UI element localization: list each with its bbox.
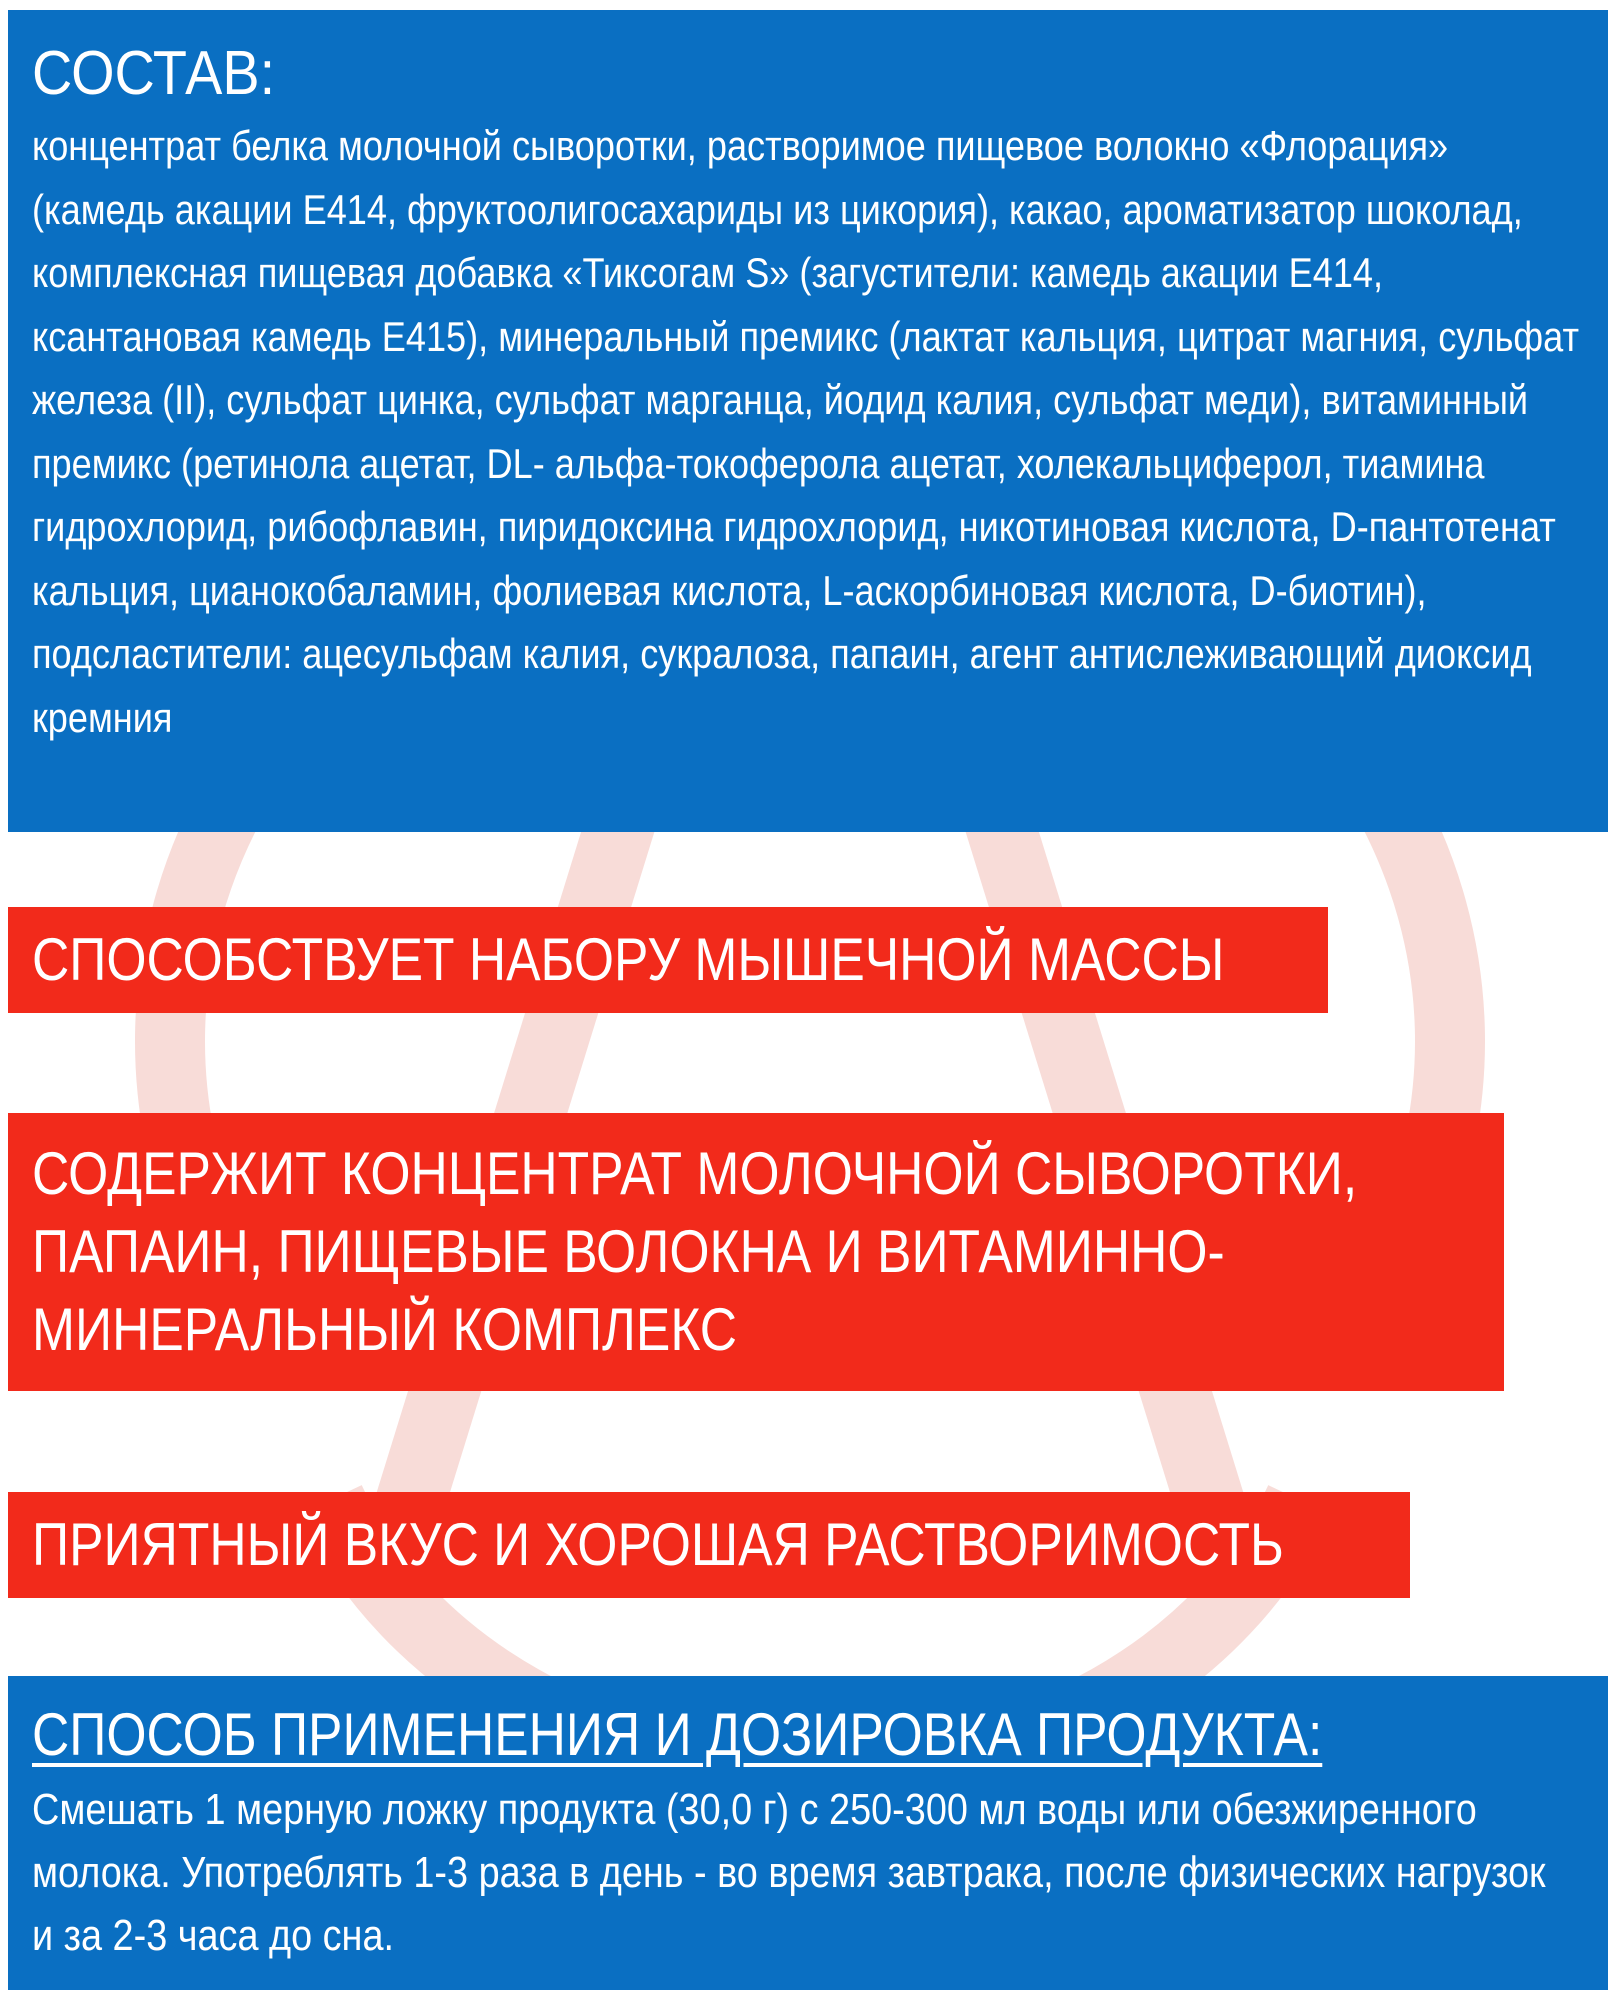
usage-title: СПОСОБ ПРИМЕНЕНИЯ И ДОЗИРОВКА ПРОДУКТА: [32, 1701, 1323, 1768]
feature-banner-taste [8, 1492, 1410, 1598]
usage-text: Смешать 1 мерную ложку продукта (30,0 г) с 250-300 мл воды или обезжиренного молока. Употреблять 1-3 раза в день - во время завтрака, после физических нагрузок и за 2-3 часа до сна. [32, 1785, 1546, 1960]
feature-text: ПРИЯТНЫЙ ВКУС И ХОРОШАЯ РАСТВОРИМОСТЬ [32, 1511, 1284, 1578]
feature-text: СОДЕРЖИТ КОНЦЕНТРАТ МОЛОЧНОЙ СЫВОРОТКИ, ПАПАИН, ПИЩЕВЫЕ ВОЛОКНА И ВИТАМИННО-МИНЕРАЛЬНЫЙ КОМПЛЕКС [32, 1140, 1358, 1363]
feature-banner-muscle [8, 907, 1328, 1013]
composition-section [8, 10, 1608, 832]
composition-title: СОСТАВ: [32, 39, 276, 108]
composition-text: концентрат белка молочной сыворотки, растворимое пищевое волокно «Флорация» (камедь акации Е414, фруктоолигосахариды из цикория), какао, ароматизатор шоколад, комплексная пищевая добавка «Тиксогам S» (загустители: камедь акации Е414, ксантановая камедь Е415), минеральный премикс (лактат кальция, цитрат магния, сульфат железа (II), сульфат цинка, сульфат марганца, йодид калия, сульфат меди), витаминный премикс (ретинола ацетат, DL- альфа-токоферола ацетат, холекальциферол, тиамина гидрохлорид, рибофлавин, пиридоксина гидрохлорид, никотиновая кислота, D-пантотенат кальция, цианокобаламин, фолиевая кислота, L-аскорбиновая кислота, D-биотин), подсластители: ацесульфам калия, сукралоза, папаин, агент антислеживающий диоксид кремния [32, 122, 1579, 741]
feature-text: СПОСОБСТВУЕТ НАБОРУ МЫШЕЧНОЙ МАССЫ [32, 926, 1225, 993]
feature-banner-contents [8, 1113, 1504, 1391]
usage-section [8, 1676, 1608, 1990]
